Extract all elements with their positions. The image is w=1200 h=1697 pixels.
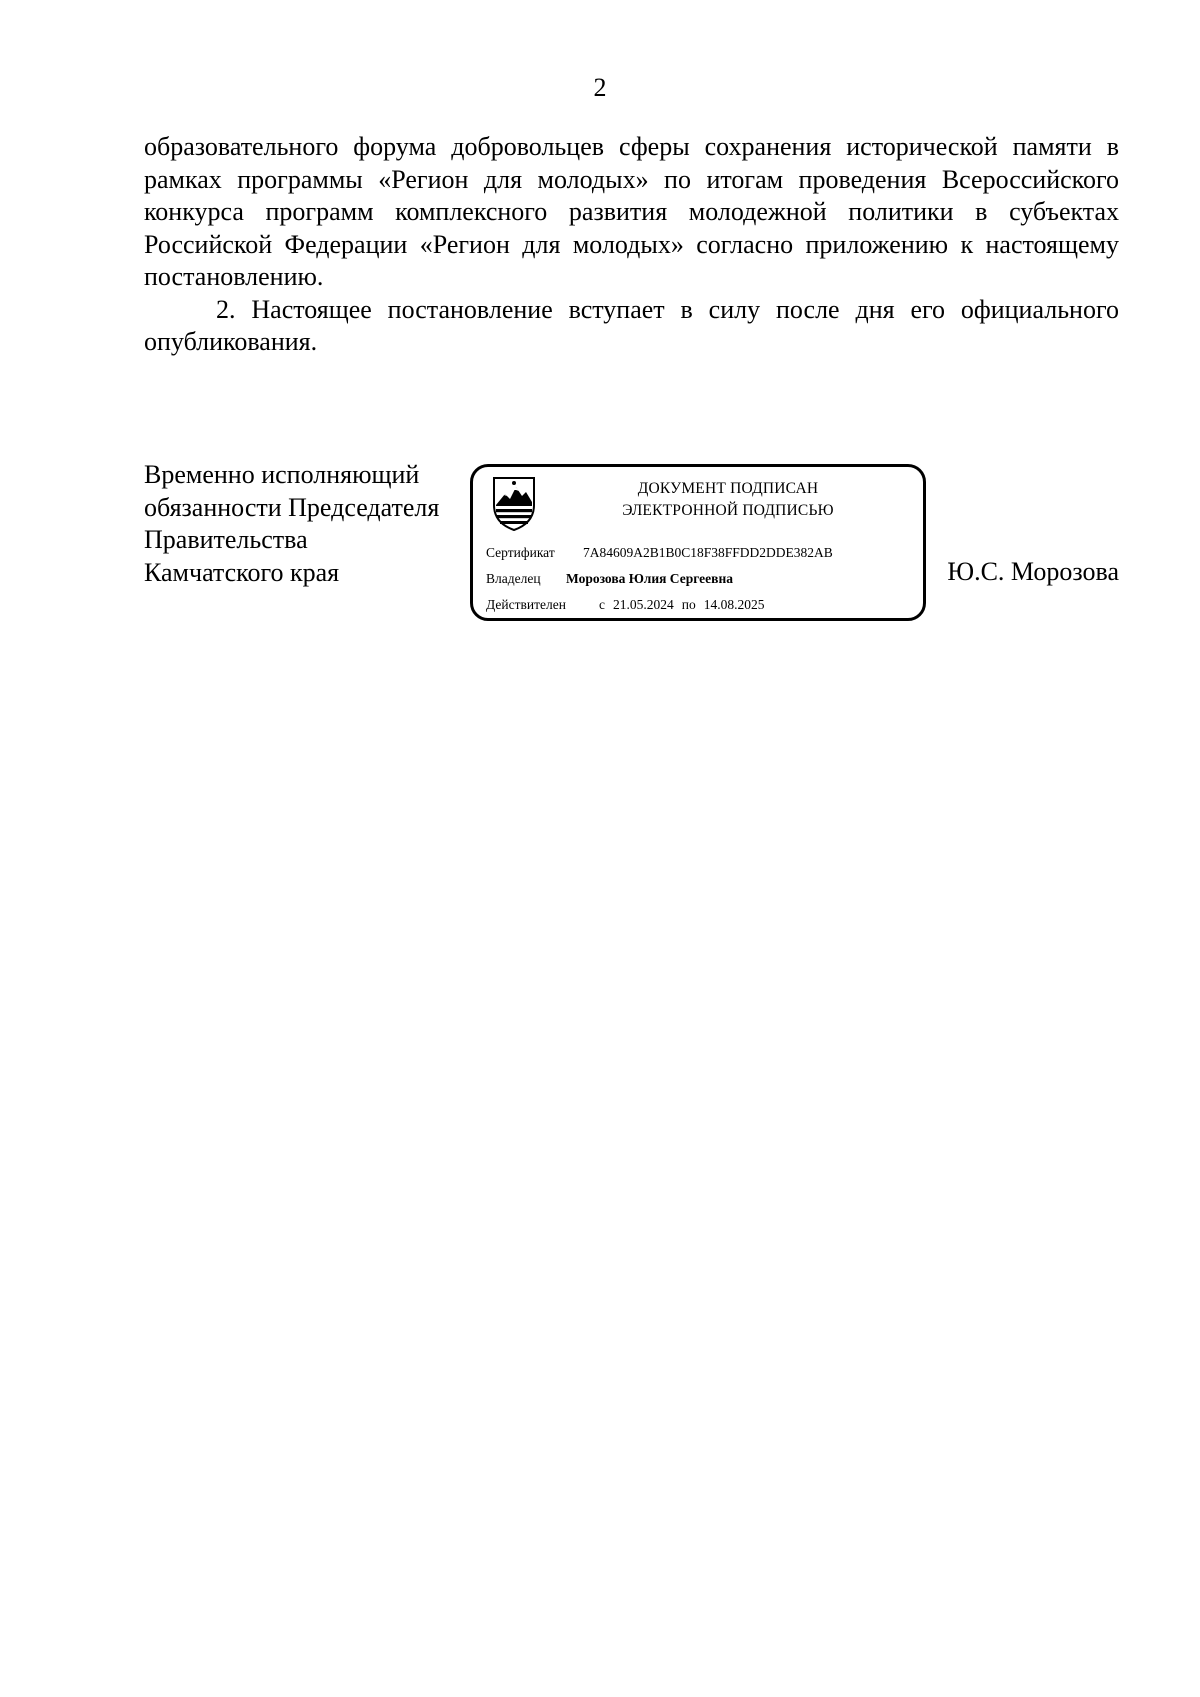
paragraph-1: образовательного форума добровольцев сферы сохранения исторической памяти в рамках программы «Регион для молодых» по итогам проведения Всероссийского конкурса программ комплексного развития молодежной политики в субъектах Российской Федерации «Регион для молодых» согласно приложению к настоящему постановлению.: [144, 132, 1119, 291]
stamp-validity-row: [486, 596, 764, 614]
signer-position: [144, 459, 474, 589]
signer-position-line: Временно исполняющий: [144, 460, 420, 489]
stamp-title-line: ДОКУМЕНТ ПОДПИСАН: [637, 480, 819, 497]
valid-label: Действителен: [486, 597, 566, 612]
stamp-title-line: ЭЛЕКТРОННОЙ ПОДПИСЬЮ: [622, 502, 834, 519]
signer-position-line: Правительства: [144, 525, 308, 554]
certificate-value: 7A84609A2B1B0C18F38FFDD2DDE382AB: [583, 545, 833, 560]
page-number: 2: [593, 73, 607, 102]
valid-from-date: 21.05.2024: [613, 597, 674, 612]
e-signature-stamp: [470, 464, 926, 621]
paragraph-2: 2. Настоящее постановление вступает в силу после дня его официального опубликования.: [144, 294, 1119, 356]
signer-name: Ю.С. Морозова: [947, 557, 1119, 586]
owner-label: Владелец: [486, 571, 541, 586]
stamp-title: [563, 478, 893, 522]
signer-position-line: обязанности Председателя: [144, 492, 440, 522]
certificate-label: Сертификат: [486, 545, 555, 560]
valid-from-prefix: с: [599, 597, 605, 612]
document-body: [144, 131, 1119, 359]
owner-value: Морозова Юлия Сергеевна: [566, 571, 733, 586]
stamp-certificate-row: [486, 544, 833, 562]
signer-position-line: Камчатского края: [144, 557, 340, 587]
valid-to-date: 14.08.2025: [703, 597, 765, 612]
stamp-owner-row: [486, 570, 733, 588]
valid-to-prefix: по: [681, 597, 696, 612]
kamchatka-coat-of-arms-icon: [491, 475, 537, 533]
